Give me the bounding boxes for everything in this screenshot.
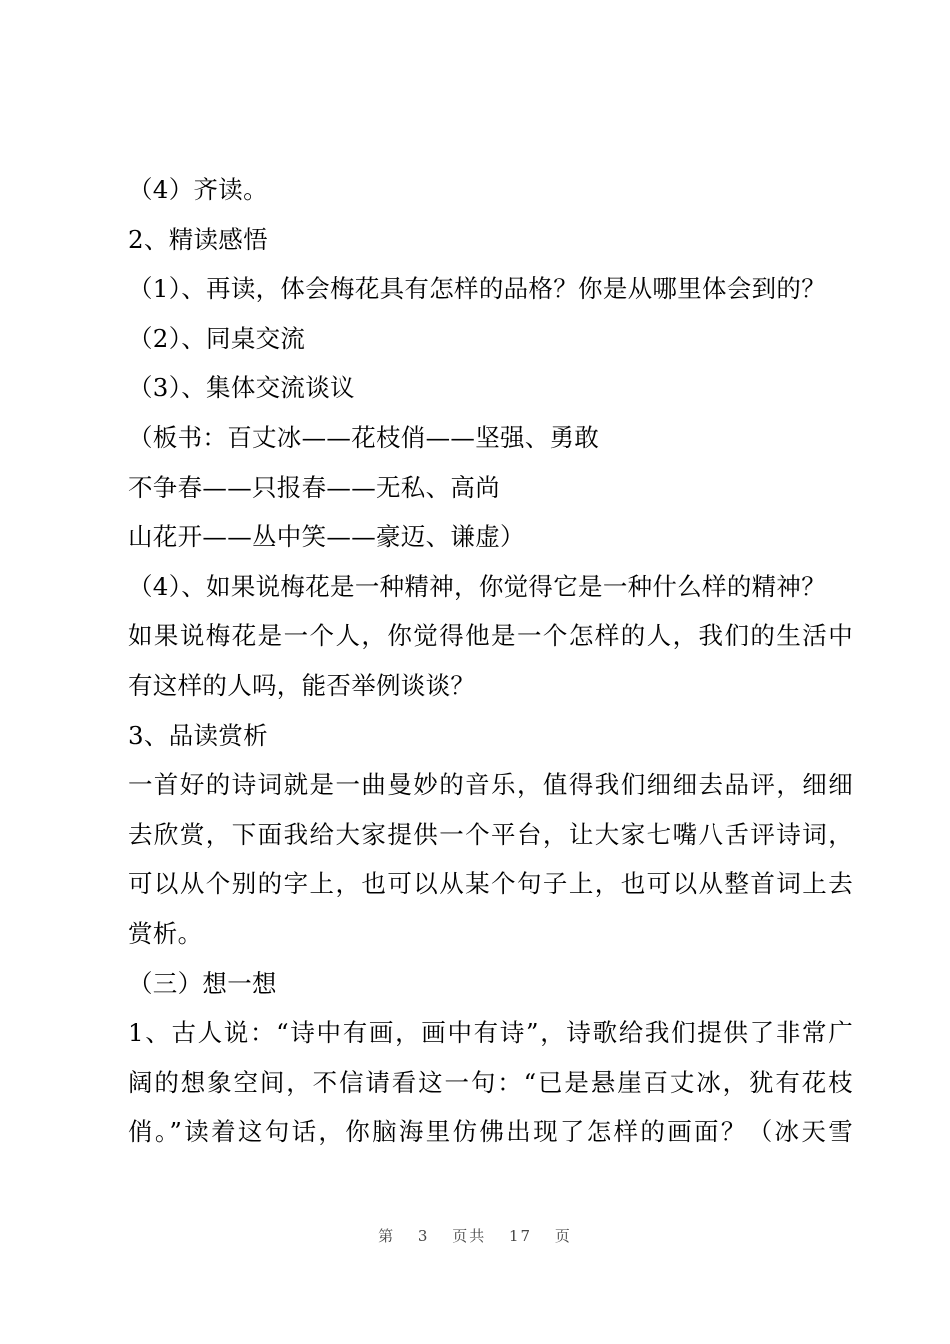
footer-suffix: 页 [554, 1227, 572, 1245]
blackboard-line: 山花开——丛中笑——豪迈、谦虚） [128, 522, 525, 552]
text-line: 赏析。 [128, 918, 203, 948]
text-line: 如果说梅花是一个人，你觉得他是一个怎样的人，我们的生活中 [128, 621, 853, 651]
text-line: 一首好的诗词就是一曲曼妙的音乐，值得我们细细去品评，细细 [128, 770, 853, 800]
section-heading: （三）想一想 [128, 968, 277, 998]
page-footer [0, 1225, 950, 1246]
text-line: 俏。”读着这句话，你脑海里仿佛出现了怎样的画面？（冰天雪 [128, 1117, 853, 1147]
text-line: 阔的想象空间，不信请看这一句：“已是悬崖百丈冰，犹有花枝 [128, 1067, 853, 1097]
footer-page-number: 3 [417, 1227, 430, 1245]
blackboard-line: 不争春——只报春——无私、高尚 [128, 472, 500, 502]
section-heading: 3、品读赏析 [128, 720, 268, 750]
footer-total-pages: 17 [509, 1227, 533, 1245]
footer-prefix: 第 [378, 1227, 396, 1245]
text-line: （4）、如果说梅花是一种精神，你觉得它是一种什么样的精神？ [128, 571, 827, 601]
text-line: （3）、集体交流谈议 [128, 373, 355, 403]
section-heading: 2、精读感悟 [128, 224, 268, 254]
text-line: （2）、同桌交流 [128, 323, 306, 353]
text-line: （4）齐读。 [128, 175, 268, 204]
text-line: 可以从个别的字上，也可以从某个句子上，也可以从整首词上去 [128, 869, 853, 899]
text-line: 有这样的人吗，能否举例谈谈？ [128, 670, 476, 700]
text-line: 1、古人说：“诗中有画，画中有诗”，诗歌给我们提供了非常广 [128, 1018, 853, 1048]
footer-middle: 页共 [452, 1227, 487, 1245]
body-text [128, 165, 853, 1157]
text-line: 去欣赏，下面我给大家提供一个平台，让大家七嘴八舌评诗词， [128, 819, 853, 849]
text-line: （1）、再读，体会梅花具有怎样的品格？你是从哪里体会到的？ [128, 274, 827, 304]
blackboard-line: （板书：百丈冰——花枝俏——坚强、勇敢 [128, 422, 600, 452]
